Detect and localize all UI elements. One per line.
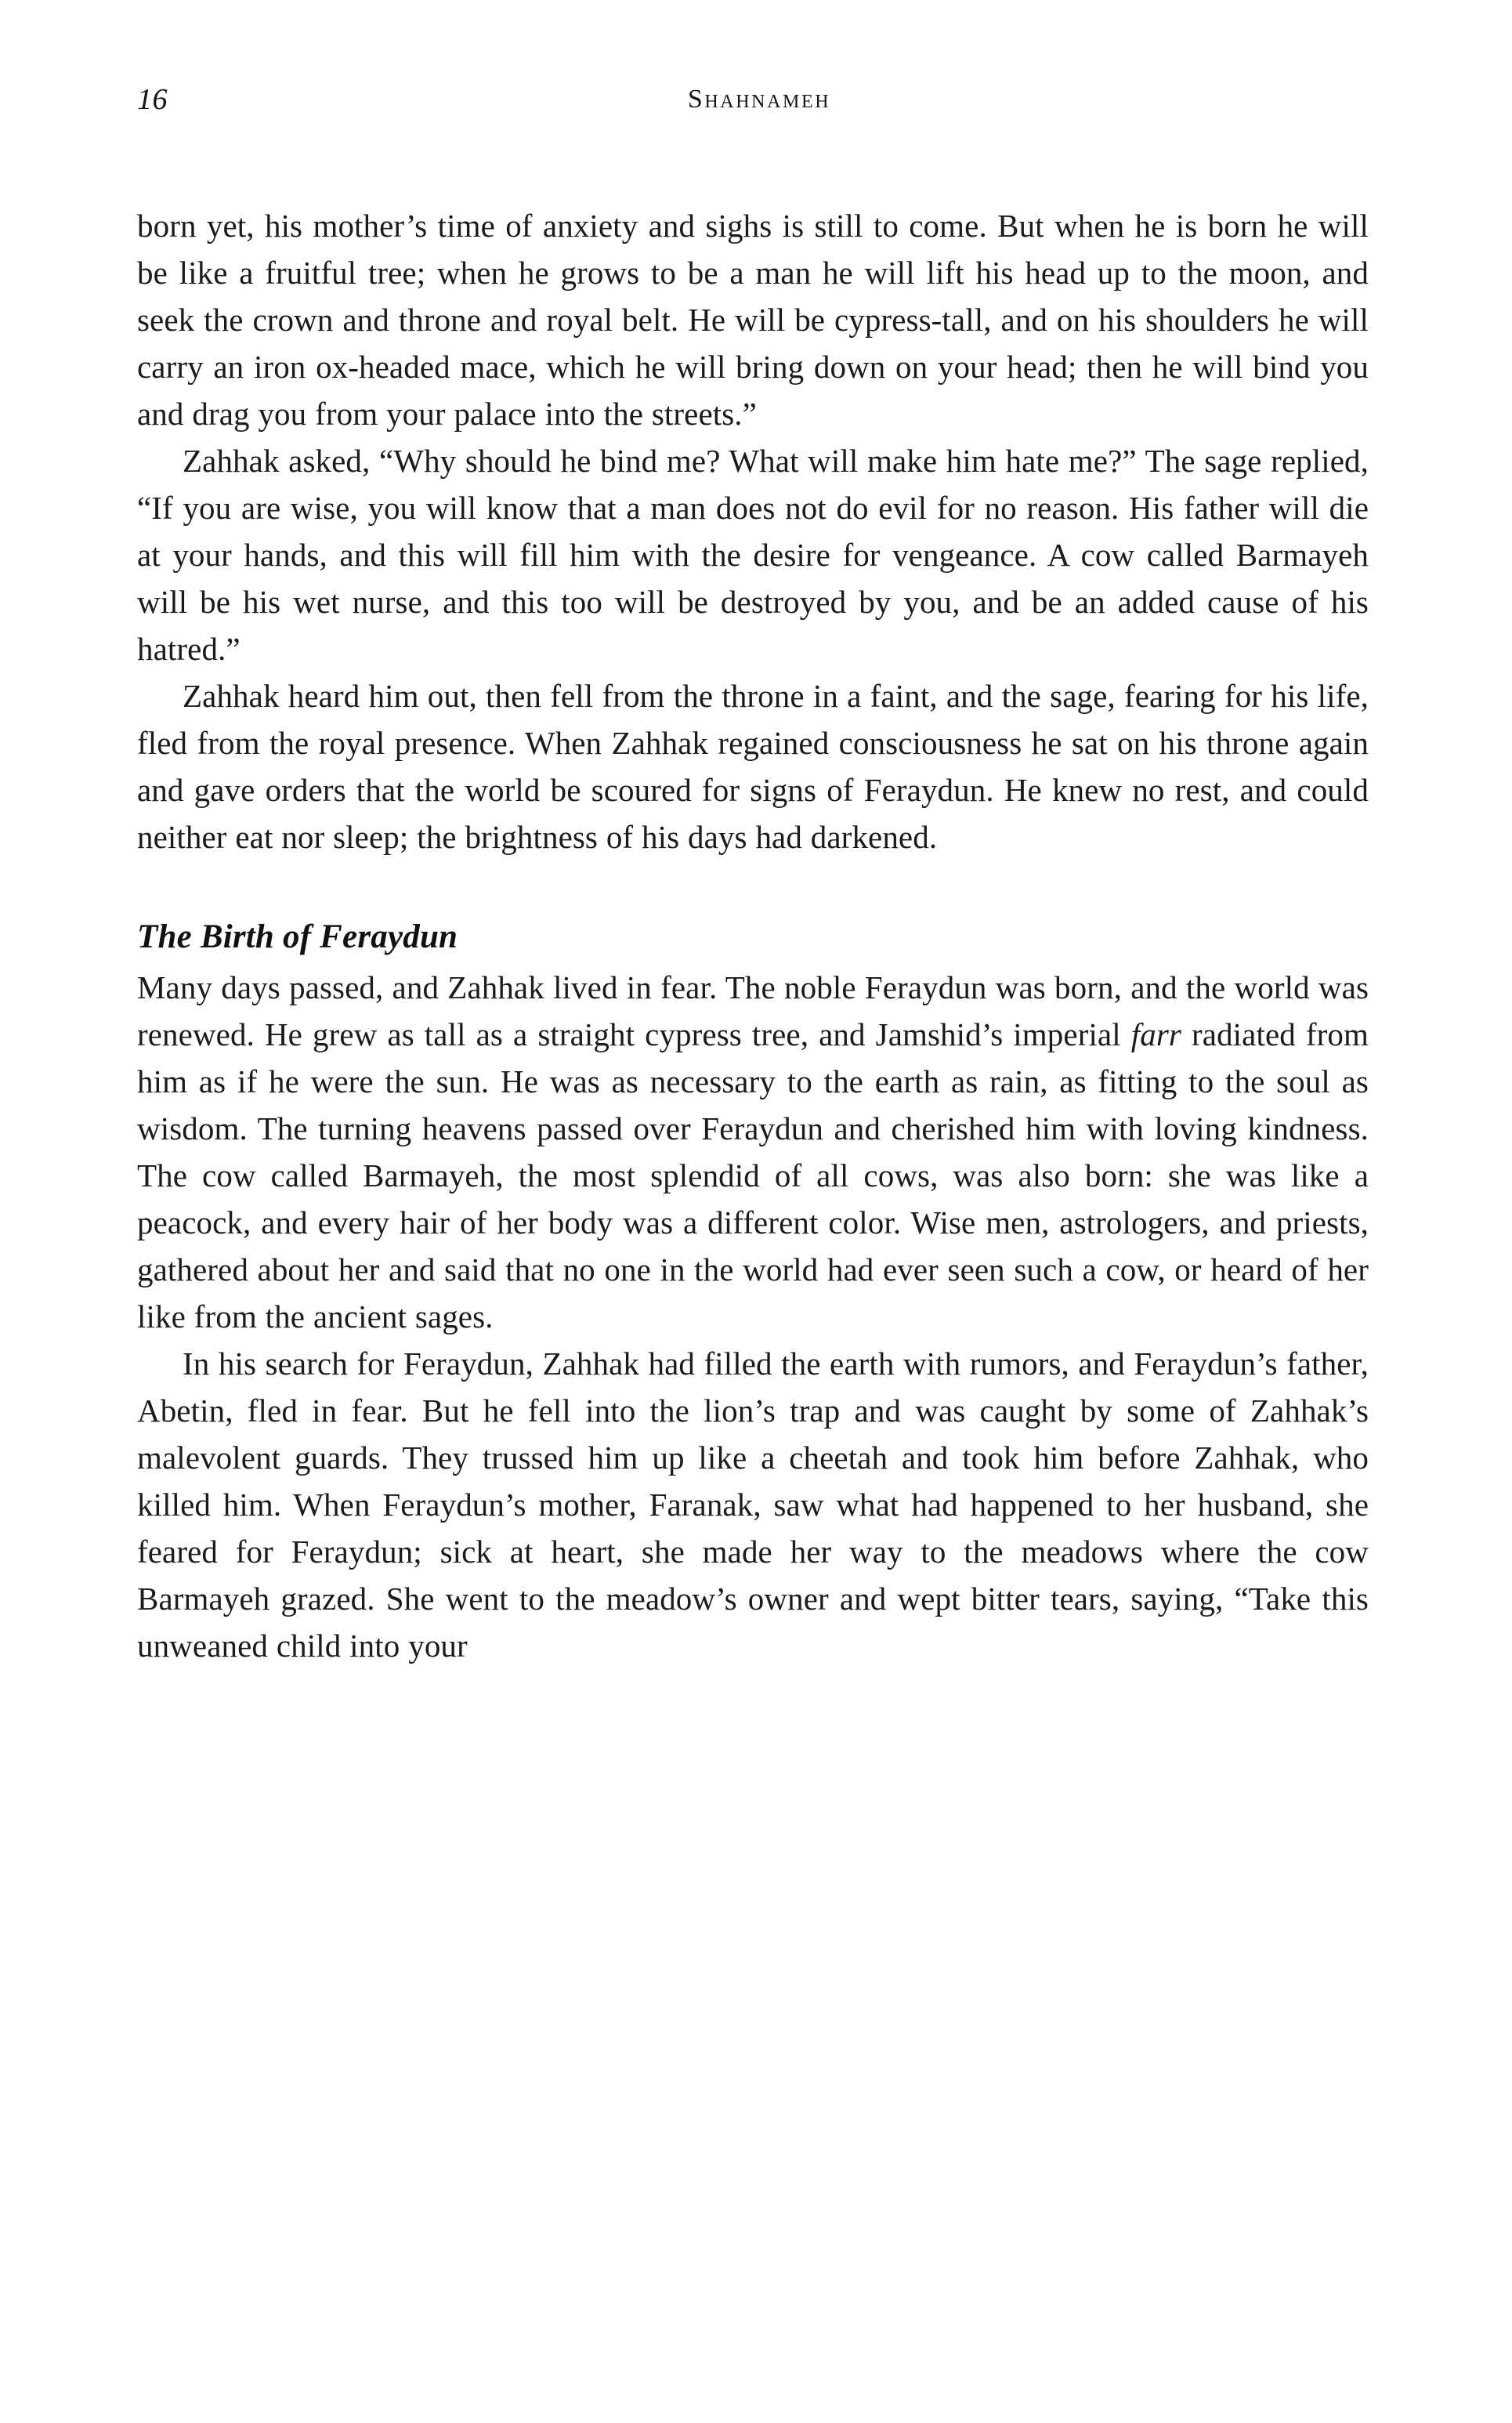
paragraph-text-after-term: radiated from him as if he were the sun. He was as necessary to the earth as rain, as fitting to the soul as wisdom. The turning heavens passed over Feraydun and cherished him with loving kindness. The cow called Barmayeh, the most splendid of all cows, was also born: she was like a peacock, and every hair of her body was a different color. Wise men, astrologers, and priests, gathered about her and said that no one in the world had ever seen such a cow, or heard of her like from the ancient sages. [137,1016,1369,1335]
paragraph-in-his-search-for-feraydun: In his search for Feraydun, Zahhak had filled the earth with rumors, and Feraydun’s father, Abetin, fled in fear. But he fell into the lion’s trap and was caught by some of Zahhak’s malevolent guards. They trussed him up like a cheetah and took him before Zahhak, who killed him. When Feraydun’s mother, Faranak, saw what had happened to her husband, she feared for Feraydun; sick at heart, she made her way to the meadows where the cow Barmayeh grazed. She went to the meadow’s owner and wept bitter tears, saying, “Take this unweaned child into your [137,1346,1369,1664]
text-column [137,202,1369,1669]
paragraph-many-days-passed [137,964,1369,1340]
running-head [137,78,1367,125]
section-heading-birth-of-feraydun: The Birth of Feraydun [137,918,458,955]
paragraph-text-before-term: Many days passed, and Zahhak lived in fear. The noble Feraydun was born, and the world was renewed. He grew as tall as a straight cypress tree, and Jamshid’s imperial [137,969,1369,1052]
paragraph-zahhak-asked: Zahhak asked, “Why should he bind me? What will make him hate me?” The sage replied, “If you are wise, you will know that a man does not do evil for no reason. His father will die at your hands, and this will fill him with the desire for vengeance. A cow called Barmayeh will be his wet nurse, and this too will be destroyed by you, and be an added cause of his hatred.” [137,443,1369,667]
paragraph-continued-from-previous-page: born yet, his mother’s time of anxiety and sighs is still to come. But when he is born he will be like a fruitful tree; when he grows to be a man he will lift his head up to the moon, and seek the crown and throne and royal belt. He will be cypress-tall, and on his shoulders he will carry an iron ox-headed mace, which he will bring down on your head; then he will bind you and drag you from your palace into the streets.” [137,208,1369,432]
heading-spacer [137,860,1369,914]
running-title: Shahnameh [687,85,831,114]
page-number: 16 [137,83,168,116]
italic-term-farr: farr [1130,1016,1181,1052]
paragraph-zahhak-heard-him-out: Zahhak heard him out, then fell from the throne in a faint, and the sage, fearing for his life, fled from the royal presence. When Zahhak regained consciousness he sat on his throne again and gave orders that the world be scoured for signs of Feraydun. He knew no rest, and could neither eat nor sleep; the brightness of his days had darkened. [137,678,1369,855]
